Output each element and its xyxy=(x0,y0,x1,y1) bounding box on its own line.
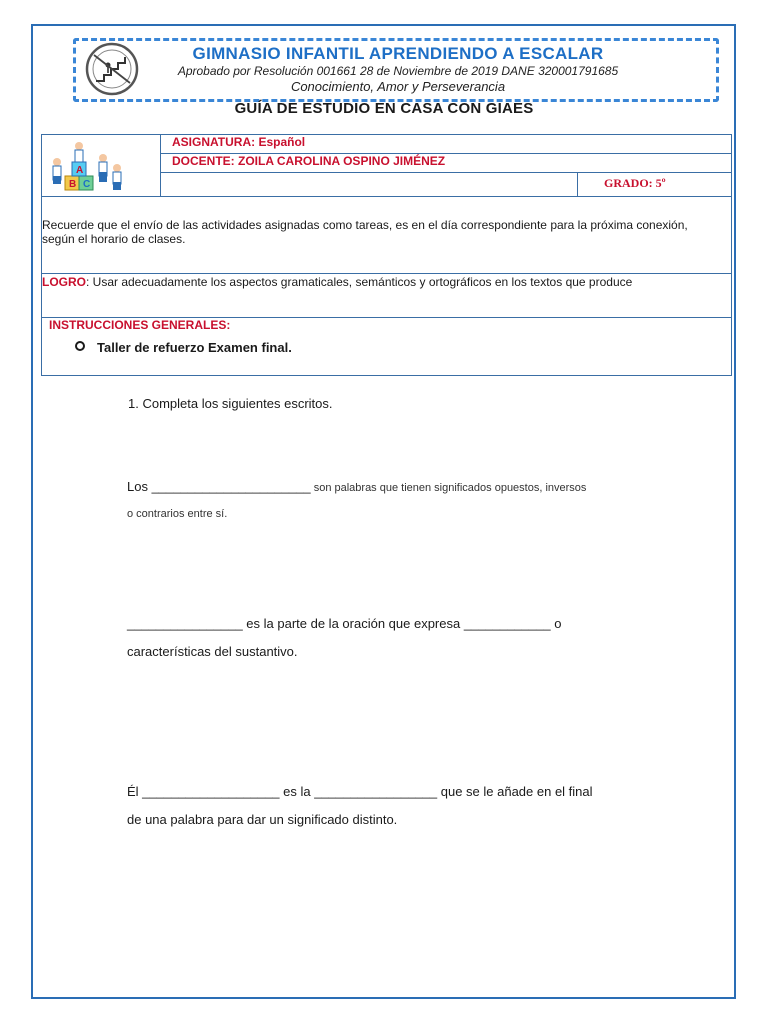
subject-label: ASIGNATURA: Español xyxy=(172,135,306,149)
grade-label: GRADO: 5º xyxy=(604,176,666,190)
staircase-logo-icon xyxy=(82,41,142,97)
question-1-blank: Los ______________________ xyxy=(127,479,311,494)
logro-description: : Usar adecuadamente los aspectos gramaticales, semánticos y ortográficos en los textos que produce xyxy=(86,275,633,289)
logro-label: LOGRO xyxy=(42,275,86,289)
logro-text xyxy=(42,275,722,289)
question-1-line-2: o contrarios entre sí. xyxy=(127,508,228,520)
question-2-line-2: características del sustantivo. xyxy=(127,644,298,659)
resolution-text: Aprobado por Resolución 001661 28 de Noviembre de 2019 DANE 320001791685 xyxy=(177,64,619,78)
svg-text:C: C xyxy=(83,179,91,190)
circle-bullet-icon xyxy=(75,341,85,351)
instruction-item xyxy=(75,340,292,355)
instructions-label: INSTRUCCIONES GENERALES: xyxy=(49,318,231,332)
table-divider xyxy=(41,273,732,274)
children-abc-blocks-icon xyxy=(47,134,127,194)
exercise-heading: 1. Completa los siguientes escritos. xyxy=(128,396,333,411)
reminder-text: Recuerde que el envío de las actividades asignadas como tareas, es en el día correspondiente para la próxima conexión, según el horario de clases. xyxy=(42,218,688,246)
question-3-line-1: Él ___________________ es la _________________ que se le añade en el final xyxy=(127,784,593,799)
table-divider xyxy=(41,196,732,197)
guide-title: GUÍA DE ESTUDIO EN CASA CON GIAES xyxy=(234,100,534,117)
school-name: GIMNASIO INFANTIL APRENDIENDO A ESCALAR xyxy=(192,44,604,63)
svg-text:B: B xyxy=(69,179,77,190)
school-motto: Conocimiento, Amor y Perseverancia xyxy=(290,79,506,94)
question-3-line-2: de una palabra para dar un significado distinto. xyxy=(127,812,398,827)
table-divider xyxy=(160,172,731,173)
teacher-label: DOCENTE: ZOILA CAROLINA OSPINO JIMÉNEZ xyxy=(172,154,446,168)
table-divider xyxy=(160,134,161,196)
instruction-item-text: Taller de refuerzo Examen final. xyxy=(97,340,292,355)
table-divider xyxy=(577,172,578,196)
svg-text:A: A xyxy=(76,165,84,176)
question-1-rest: son palabras que tienen significados opuestos, inversos xyxy=(310,482,587,494)
question-1-line-1 xyxy=(127,479,586,494)
question-2-line-1: ________________ es la parte de la oración que expresa ____________ o xyxy=(127,616,562,631)
